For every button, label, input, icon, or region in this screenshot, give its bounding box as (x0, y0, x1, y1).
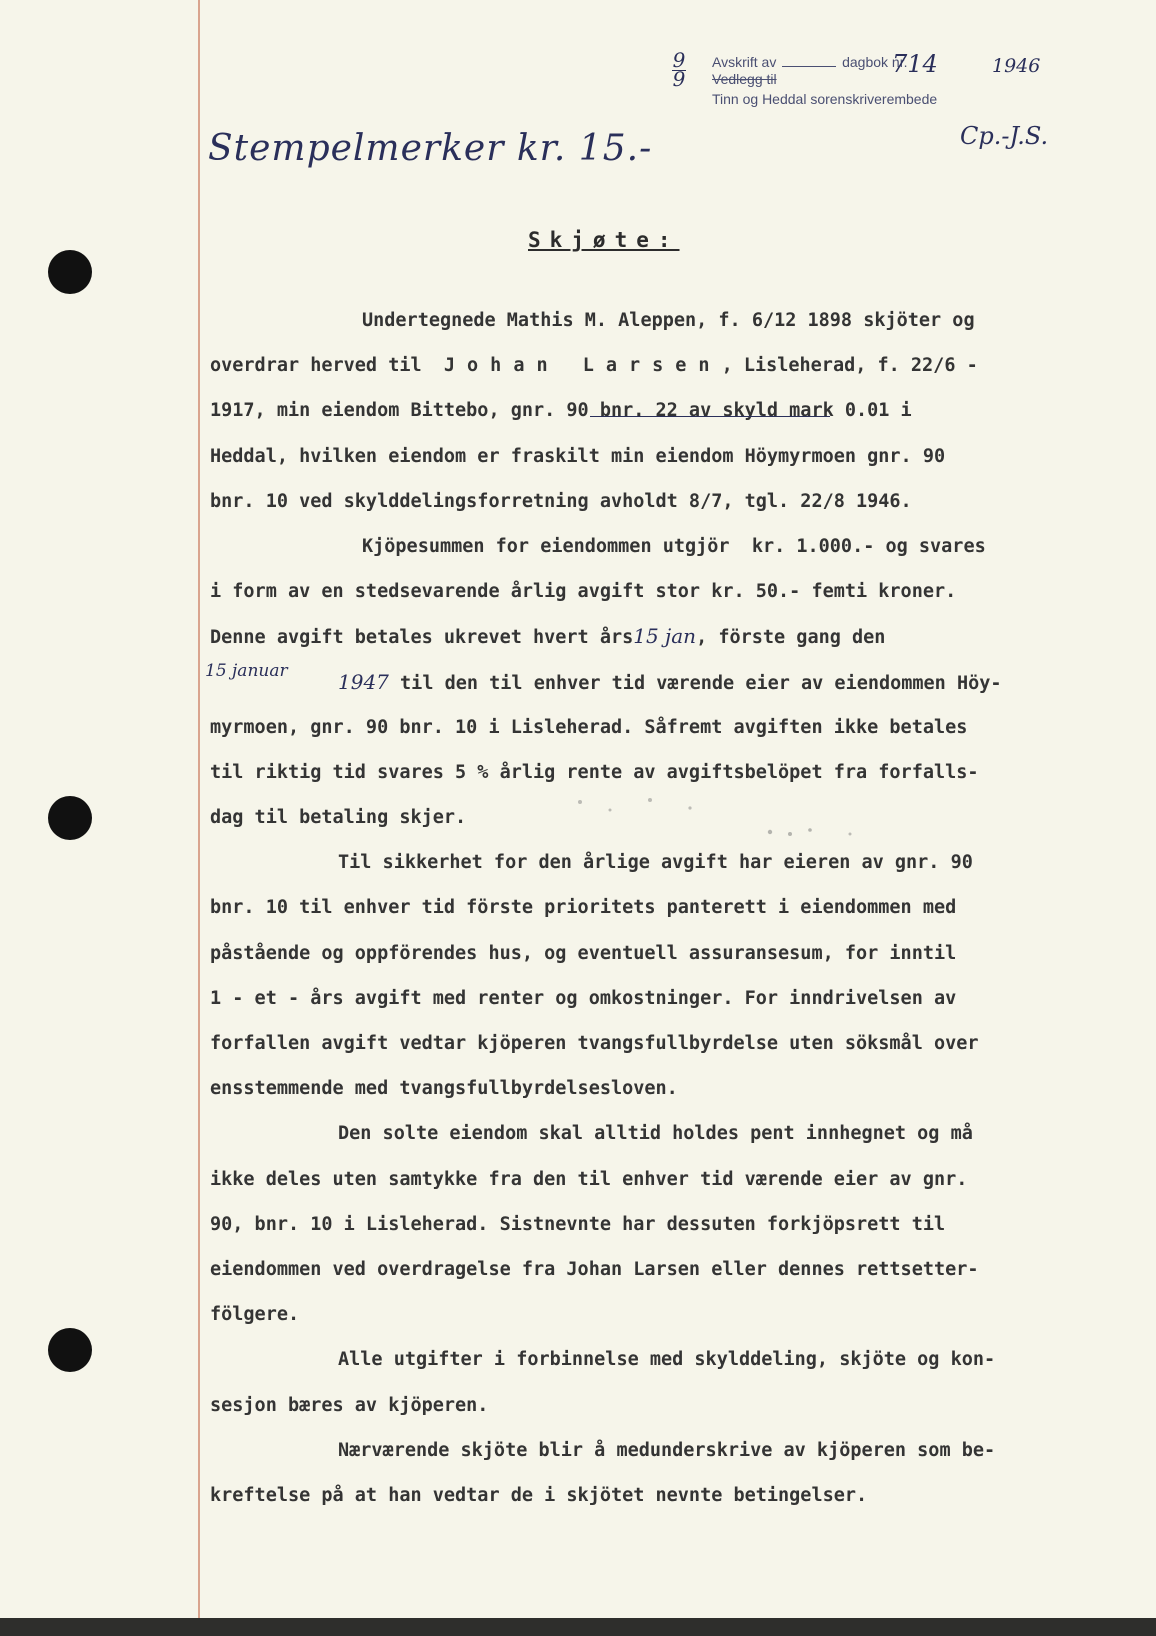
clerk-initials: Cp.-J.S. (960, 122, 1049, 150)
punch-hole (48, 796, 92, 840)
text-line: bnr. 10 ved skylddelingsforretning avholdt 8/7, tgl. 22/8 1946. (210, 490, 912, 512)
text-line: Nærværende skjöte blir å medunderskrive av kjöperen som be- (338, 1439, 996, 1461)
text-line: 90, bnr. 10 i Lisleherad. Sistnevnte har dessuten forkjöpsrett til (210, 1213, 946, 1235)
text-line: i form av en stedsevarende årlig avgift stor kr. 50.- femti kroner. (210, 581, 957, 603)
text-segment: , förste gang den (696, 627, 886, 649)
text-line: bnr. 10 til enhver tid förste prioritets panterett i eiendommen med (210, 897, 957, 919)
document-title: Skjøte: (528, 228, 680, 252)
scan-border (0, 1618, 1156, 1636)
text-line (210, 343, 1145, 388)
text-line: Den solte eiendom skal alltid holdes pent innhegnet og må (338, 1123, 973, 1145)
text-segment: overdrar herved til (210, 355, 422, 377)
text-line: 1 - et - års avgift med renter og omkostninger. For inndrivelsen av (210, 987, 957, 1009)
fraction-bottom: 9 (672, 67, 686, 91)
text-line: til riktig tid svares 5 % årlig rente av avgiftsbelöpet fra forfalls- (210, 761, 979, 783)
margin-note: 15 januar (205, 661, 288, 681)
text-line (210, 614, 1145, 659)
margin-rule (198, 0, 200, 1618)
stamp-fee-note: Stempelmerker kr. 15.- (208, 128, 653, 169)
fraction-top: 9 (672, 48, 686, 72)
text-line: myrmoen, gnr. 90 bnr. 10 i Lisleherad. Såfremt avgiften ikke betales (210, 716, 968, 738)
text-line: dag til betaling skjer. (210, 807, 467, 829)
dagbok-number: 714 (892, 50, 938, 78)
text-line: kreftelse på at han vedtar de i skjötet nevnte betingelser. (210, 1484, 868, 1506)
handwritten-year: 1947 (338, 669, 389, 694)
text-line: påstående og oppförendes hus, og eventuell assuransesum, for inntil (210, 942, 957, 964)
handwritten-fraction (672, 48, 686, 91)
text-line: forfallen avgift vedtar kjöperen tvangsfullbyrdelse uten söksmål over (210, 1033, 979, 1054)
stamp-avskrift: Avskrift av (712, 54, 777, 70)
stamp-year: 1946 (992, 55, 1041, 77)
text-line: eiendommen ved overdragelse fra Johan Larsen eller dennes rettsetter- (210, 1258, 979, 1280)
text-line: Til sikkerhet for den årlige avgift har eieren av gnr. 90 (338, 852, 973, 874)
stamp-dagbok: dagbok nr. (842, 54, 908, 70)
text-line (210, 388, 1145, 433)
text-segment: til den til enhver tid værende eier av eiendommen Höy- (400, 672, 1002, 694)
buyer-name: Johan Larsen (443, 355, 722, 377)
text-segment: , Lisleherad, f. 22/6 - (721, 355, 978, 377)
text-line: fölgere. (210, 1304, 300, 1326)
document-body (210, 298, 1145, 1518)
stamp-office-name: Tinn og Heddal sorenskriverembede (712, 91, 938, 107)
punch-hole (48, 250, 92, 294)
stamp-vedlegg: Vedlegg til (712, 71, 777, 87)
text-line: Undertegnede Mathis M. Aleppen, f. 6/12 1898 skjöter og (362, 310, 975, 331)
text-segment: Denne avgift betales ukrevet hvert års (210, 627, 634, 649)
text-line: Alle utgifter i forbinnelse med skylddeling, skjöte og kon- (338, 1349, 996, 1371)
text-line: sesjon bæres av kjöperen. (210, 1394, 489, 1416)
punch-hole (48, 1328, 92, 1372)
handwritten-date: 15 jan (633, 624, 697, 649)
stamp-rule (782, 66, 836, 67)
text-segment: 1917, min eiendom Bittebo, gnr. 90 bnr. 22 av skyld mark 0.01 i (210, 400, 912, 422)
text-line: Kjöpesummen for eiendommen utgjör kr. 1.000.- og svares (362, 535, 986, 557)
text-line: ensstemmende med tvangsfullbyrdelsesloven. (210, 1078, 678, 1100)
text-line (210, 660, 1145, 705)
handwritten-underline (590, 416, 830, 417)
text-line: Heddal, hvilken eiendom er fraskilt min eiendom Höymyrmoen gnr. 90 (210, 445, 946, 467)
text-line: ikke deles uten samtykke fra den til enhver tid værende eier av gnr. (210, 1168, 968, 1190)
